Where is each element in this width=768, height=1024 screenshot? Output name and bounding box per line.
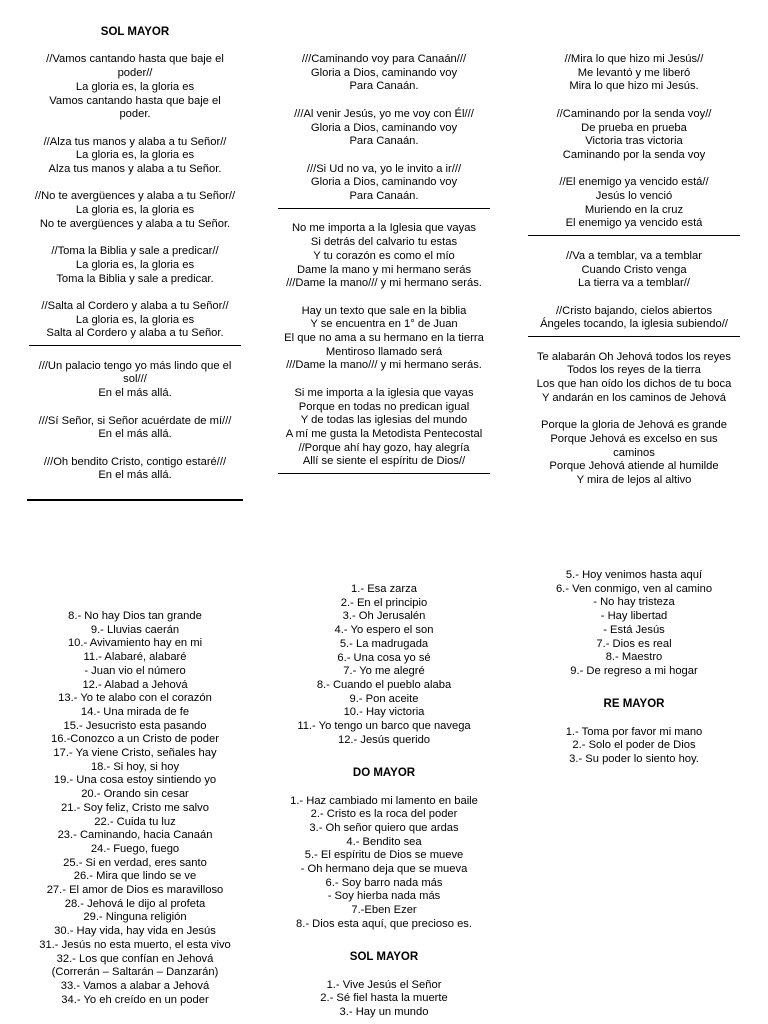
stanza	[526, 351, 742, 406]
lyric-line: //El enemigo ya vencido está//	[559, 176, 709, 189]
divider	[27, 499, 243, 501]
list-item: - No hay tristeza	[593, 596, 675, 609]
lyric-line: La gloria es, la gloria es	[75, 313, 195, 326]
list-item: 9.- Lluvias caerán	[90, 623, 180, 636]
lyric-line: //Salta al Cordero y alaba a tu Señor//	[41, 299, 229, 312]
lyric-line: No te avergüences y alaba a tu Señor.	[39, 217, 231, 230]
stanza	[526, 250, 742, 291]
list-item: 21.- Soy feliz, Cristo me salvo	[61, 801, 209, 814]
lyric-line: De prueba en prueba	[581, 121, 687, 134]
list-item: 9.- De regreso a mi hogar	[570, 664, 698, 677]
list-item: 2.- Solo el poder de Dios	[572, 739, 696, 752]
lyric-line: La gloria es, la gloria es	[75, 258, 195, 271]
column-2-lyrics	[276, 53, 492, 474]
stanza	[526, 53, 742, 94]
song-index-column-3	[526, 569, 742, 767]
list-item: 18.- Si hoy, si hoy	[90, 760, 180, 773]
list-item: - Juan vio el número	[84, 664, 186, 677]
lyric-line: Jesús lo venció	[595, 190, 673, 202]
lyric-line: El que no ama a su hermano en la tierra	[284, 332, 484, 344]
list-item: 31.- Jesús no esta muerto, el esta vivo	[39, 938, 231, 951]
lyric-line: Todos los reyes de la tierra	[567, 364, 701, 377]
lyric-line: Y mira de lejos al altivo	[576, 474, 692, 486]
list-item: 26.- Mira que lindo se ve	[73, 870, 197, 883]
list-item: - Hay libertad	[600, 610, 668, 623]
stanza	[27, 53, 243, 122]
list-item: - Está Jesús	[603, 623, 665, 636]
lyric-line: poder//	[117, 67, 153, 80]
list-item: 22.- Cuida tu luz	[94, 815, 176, 828]
list-item: 6.- Ven conmigo, ven al camino	[555, 582, 713, 595]
list-item: 1.- Esa zarza	[351, 583, 417, 595]
list-item: 16.-Conozco a un Cristo de poder	[51, 733, 219, 746]
lyric-line: ///Dame la mano/// y mi hermano serás.	[286, 277, 482, 290]
lyric-line: A mí me gusta la Metodista Pentecostal	[285, 427, 483, 440]
lyric-line: Y se encuentra en 1° de Juan	[310, 318, 458, 331]
list-item: 12.- Jesús querido	[337, 733, 431, 746]
lyric-line: La gloria es, la gloria es	[75, 80, 195, 93]
list-item: 1.- Vive Jesús el Señor	[326, 978, 442, 991]
lyric-line: ///Oh bendito Cristo, contigo estaré///	[43, 455, 227, 468]
section-heading-do-mayor: DO MAYOR	[352, 767, 416, 780]
list-item: 32.- Los que confían en Jehová	[56, 952, 214, 965]
stanza	[27, 136, 243, 177]
lyric-line: Victoria tras victoria	[585, 135, 683, 148]
list-item: 14.- Una mirada de fe	[80, 705, 190, 718]
lyric-line: Para Canaán.	[349, 190, 419, 202]
lyric-line: Para Canaán.	[349, 135, 419, 148]
list-item: 1.- Haz cambiado mi lamento en baile	[290, 794, 478, 807]
lyric-line: Gloria a Dios, caminando voy	[310, 176, 458, 189]
list-item: 3.- Oh señor quiero que ardas	[309, 821, 459, 834]
list-item: 3.- Su poder lo siento hoy.	[569, 753, 699, 766]
lyric-line: Mira lo que hizo mi Jesús.	[569, 80, 699, 93]
song-index-column-1	[27, 610, 243, 1007]
stanza	[27, 190, 243, 231]
lyric-line: Muriendo en la cruz	[584, 203, 684, 216]
section-heading-re-mayor: RE MAYOR	[603, 698, 665, 711]
lyric-line: En el más allá.	[98, 428, 172, 441]
lyric-line: El enemigo ya vencido está	[565, 217, 703, 230]
lyric-line: //Porque ahí hay gozo, hay alegría	[298, 441, 470, 454]
stanza	[526, 108, 742, 163]
lyric-line: //No te avergüences y alaba a tu Señor//	[34, 190, 236, 203]
lyric-line: Te alabarán Oh Jehová todos los reyes	[536, 350, 732, 363]
lyric-line: Los que han oído los dichos de tu boca	[536, 378, 732, 391]
list-item: 11.- Alabaré, alabaré	[83, 651, 187, 664]
stanza	[27, 360, 243, 401]
lyric-line: ///Al venir Jesús, yo me voy con Él///	[294, 107, 474, 120]
list-item: 29.- Ninguna religión	[83, 911, 187, 924]
lyric-line: Y andarán en los caminos de Jehová	[542, 391, 726, 404]
list-item: 33.- Vamos a alabar a Jehová	[60, 979, 210, 992]
list-item: 20.- Orando sin cesar	[81, 788, 189, 801]
stanza	[276, 163, 492, 204]
list-item: 2.- En el principio	[340, 596, 428, 609]
lyric-line: ///Dame la mano/// y mi hermano serás.	[286, 359, 482, 372]
lyric-line: La gloria es, la gloria es	[75, 204, 195, 217]
song-index-column-2	[276, 583, 492, 1020]
section-heading-sol-mayor: SOL MAYOR	[100, 26, 170, 38]
lyric-line: La tierra va a temblar//	[578, 277, 690, 290]
list-item: 2.- Sé fiel hasta la muerte	[320, 992, 448, 1005]
lyric-line: ///Si Ud no va, yo le invito a ir///	[306, 162, 462, 175]
stanza	[27, 300, 243, 341]
list-item: 2.- Cristo es la roca del poder	[310, 808, 458, 821]
list-item: 3.- Hay un mundo	[339, 1006, 429, 1019]
lyric-line: //Cristo bajando, cielos abiertos	[555, 304, 713, 317]
section-heading-sol-mayor-2: SOL MAYOR	[349, 951, 419, 964]
lyric-line: Si me importa a la iglesia que vayas	[294, 386, 474, 399]
lyric-line: //Alza tus manos y alaba a tu Señor//	[43, 135, 227, 148]
list-item: 6.- Una cosa yo sé	[337, 651, 431, 664]
list-item: 15.- Jesucristo esta pasando	[63, 719, 207, 732]
list-item: 9.- Pon aceite	[349, 692, 419, 705]
lyric-line: Alza tus manos y alaba a tu Señor.	[48, 163, 222, 175]
lyric-line: sol///	[123, 373, 147, 386]
list-item: 12.- Alabad a Jehová	[82, 678, 188, 691]
lyric-line: En el más allá.	[98, 387, 172, 400]
lyric-line: Ángeles tocando, la iglesia subiendo//	[540, 318, 728, 331]
stanza	[27, 456, 243, 483]
stanza	[526, 419, 742, 488]
stanza	[526, 176, 742, 231]
lyric-line: La gloria es, la gloria es	[75, 149, 195, 162]
stanza	[526, 305, 742, 332]
list-item: 5.- La madrugada	[339, 637, 429, 650]
lyric-line: //Caminando por la senda voy//	[556, 107, 712, 120]
list-item: 4.- Bendito sea	[346, 835, 422, 848]
list-item: 17.- Ya viene Cristo, señales hay	[53, 747, 217, 760]
lyric-line: Cuando Cristo venga	[581, 263, 687, 276]
lyric-line: No me importa a la Iglesia que vayas	[291, 222, 477, 235]
stanza	[276, 387, 492, 469]
list-item: - Oh hermano deja que se mueva	[300, 863, 468, 876]
lyric-line: Si detrás del calvario tu estas	[310, 236, 458, 249]
list-item: 10.- Hay victoria	[343, 706, 425, 719]
list-item: 1.- Toma por favor mi mano	[565, 725, 703, 738]
lyric-line: //Va a temblar, va a temblar	[566, 249, 702, 262]
lyric-line: caminos	[613, 446, 655, 459]
list-item: 3.- Oh Jerusalén	[342, 610, 426, 623]
lyric-line: //Mira lo que hizo mi Jesús//	[564, 53, 704, 65]
lyric-line: Vamos cantando hasta que baje el	[49, 94, 221, 107]
lyric-line: Porque Jehová atiende al humilde	[549, 460, 719, 473]
list-item: 8.- Dios esta aquí, que precioso es.	[296, 917, 472, 930]
lyric-line: Y tu corazón es como el mío	[313, 249, 455, 262]
lyric-line: Para Canaán.	[349, 80, 419, 93]
list-item: 27.- El amor de Dios es maravilloso	[46, 884, 224, 897]
list-item: - Soy hierba nada más	[327, 890, 441, 903]
lyric-line: Caminando por la senda voy	[562, 148, 706, 161]
column-3-lyrics	[526, 53, 742, 488]
list-item: 7.-Eben Ezer	[351, 904, 417, 917]
stanza	[276, 53, 492, 94]
column-1-lyrics	[27, 26, 243, 501]
stanza	[27, 415, 243, 442]
stanza	[276, 305, 492, 374]
list-item: 8.- Cuando el pueblo alaba	[316, 678, 452, 691]
list-item: 11.- Yo tengo un barco que navega	[297, 720, 471, 733]
lyric-line: Gloria a Dios, caminando voy	[310, 121, 458, 134]
list-item: 7.- Yo me alegré	[343, 665, 425, 678]
list-item: 23.- Caminando, hacia Canaán	[57, 829, 213, 842]
lyric-line: Toma la Biblia y sale a predicar.	[56, 272, 214, 285]
list-item: (Correrán – Saltarán – Danzarán)	[51, 966, 219, 979]
lyric-line: //Toma la Biblia y sale a predicar//	[51, 245, 219, 258]
lyric-line: Porque en todas no predican igual	[298, 400, 470, 413]
list-item: 5.- Hoy venimos hasta aquí	[565, 569, 703, 581]
list-item: 19.- Una cosa estoy sintiendo yo	[53, 774, 217, 787]
list-item: 7.- Dios es real	[596, 637, 672, 650]
list-item: 13.- Yo te alabo con el corazón	[58, 692, 212, 705]
list-item: 6.- Soy barro nada más	[325, 876, 443, 889]
stanza	[276, 108, 492, 149]
list-item: 34.- Yo eh creído en un poder	[61, 993, 209, 1006]
list-item: 10.- Avivamiento hay en mi	[67, 637, 203, 650]
lyric-line: Y de todas las iglesias del mundo	[300, 414, 468, 427]
lyric-line: Hay un texto que sale en la biblia	[301, 304, 467, 317]
list-item: 30.- Hay vida, hay vida en Jesús	[54, 925, 216, 938]
lyric-line: En el más allá.	[98, 469, 172, 482]
lyric-line: ///Sí Señor, si Señor acuérdate de mí///	[38, 414, 232, 427]
lyric-line: Allí se siente el espíritu de Dios//	[302, 455, 466, 468]
lyric-line: Porque la gloria de Jehová es grande	[541, 419, 727, 432]
lyric-line: Mentiroso llamado será	[325, 345, 443, 358]
lyric-line: ///Caminando voy para Canaán///	[301, 53, 467, 65]
list-item: 8.- No hay Dios tan grande	[68, 610, 202, 622]
lyric-line: //Vamos cantando hasta que baje el	[46, 53, 224, 66]
list-item: 8.- Maestro	[605, 651, 663, 664]
stanza	[276, 222, 492, 291]
lyric-line: Me levantó y me liberó	[577, 66, 691, 79]
list-item: 4.- Yo espero el son	[334, 624, 434, 637]
lyric-line: Salta al Cordero y alaba a tu Señor.	[46, 327, 224, 340]
lyric-line: Gloria a Dios, caminando voy	[310, 66, 458, 79]
divider	[278, 473, 490, 474]
stanza	[27, 245, 243, 286]
list-item: 24.- Fuego, fuego	[90, 842, 180, 855]
lyric-line: poder.	[119, 108, 151, 121]
lyric-line: Porque Jehová es excelso en sus	[550, 432, 718, 445]
list-item: 5.- El espíritu de Dios se mueve	[304, 849, 464, 862]
list-item: 25.- Si en verdad, eres santo	[63, 856, 207, 869]
list-item: 28.- Jehová le dijo al profeta	[64, 897, 206, 910]
lyric-line: Dame la mano y mi hermano serás	[296, 263, 472, 276]
lyric-line: ///Un palacio tengo yo más lindo que el	[38, 359, 232, 372]
